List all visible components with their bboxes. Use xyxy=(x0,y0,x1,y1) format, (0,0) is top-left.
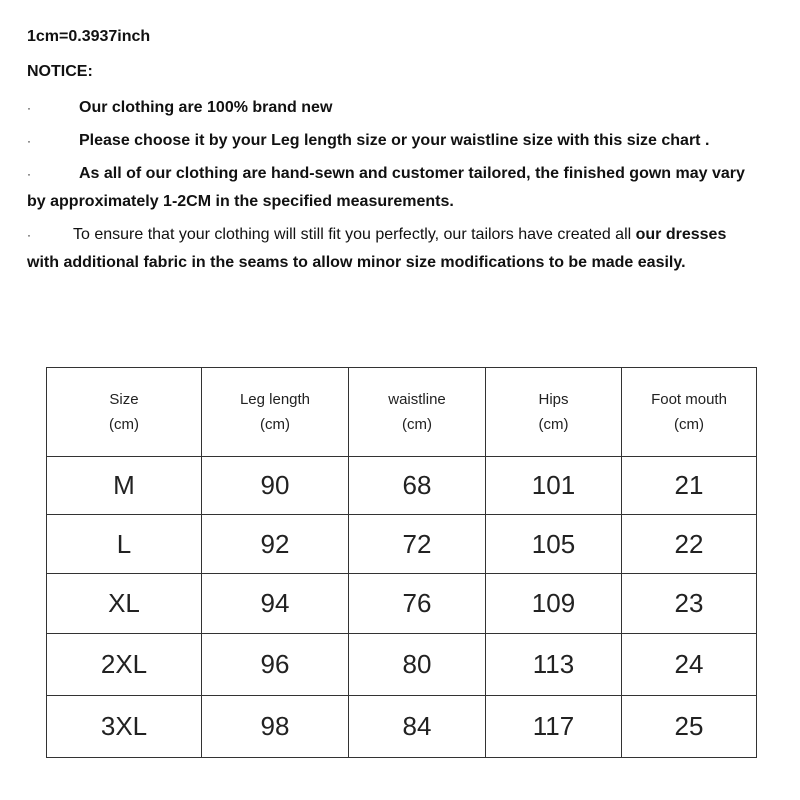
header-unit: (cm) xyxy=(402,416,432,433)
header-unit: (cm) xyxy=(674,416,704,433)
cell-hips: 113 xyxy=(486,634,622,696)
notice-text-rest: our dresses with additional fabric in the seams to allow minor size modifications to be made easily. xyxy=(27,226,727,271)
header-waistline xyxy=(349,368,486,457)
cell-hips: 109 xyxy=(486,574,622,634)
header-unit: (cm) xyxy=(538,416,569,433)
cell-hips: 117 xyxy=(486,696,622,758)
header-foot-mouth xyxy=(622,368,757,457)
table-row xyxy=(47,574,757,634)
cell-foot-mouth: 21 xyxy=(622,457,757,515)
bullet-icon: · xyxy=(27,101,31,115)
cell-size: XL xyxy=(47,574,202,634)
table-row xyxy=(47,515,757,574)
header-leg-length xyxy=(202,368,349,457)
header-unit: (cm) xyxy=(109,416,139,433)
cell-waistline: 76 xyxy=(349,574,486,634)
cell-leg-length: 92 xyxy=(202,515,349,574)
cell-foot-mouth: 23 xyxy=(622,574,757,634)
header-size xyxy=(47,368,202,457)
notice-text: As all of our clothing are hand-sewn and customer tailored, the finished gown may vary by approximately 1-2CM in the specified measurements. xyxy=(27,165,745,210)
header-label: waistline xyxy=(388,391,446,408)
notice-text-lead: To ensure that your clothing will still fit you perfectly, our tailors have created all xyxy=(73,226,632,243)
cell-hips: 105 xyxy=(486,515,622,574)
notice-list xyxy=(27,94,757,277)
cell-size: M xyxy=(47,457,202,515)
notice-item xyxy=(27,127,757,155)
cell-size: L xyxy=(47,515,202,574)
cell-waistline: 80 xyxy=(349,634,486,696)
cell-leg-length: 98 xyxy=(202,696,349,758)
unit-conversion: 1cm=0.3937inch xyxy=(27,28,151,45)
header-label: Size xyxy=(109,391,139,408)
notice-heading: NOTICE: xyxy=(27,63,93,80)
cell-size: 3XL xyxy=(47,696,202,758)
table-row xyxy=(47,634,757,696)
header-label: Hips xyxy=(538,391,569,408)
header-unit: (cm) xyxy=(260,416,290,433)
cell-waistline: 68 xyxy=(349,457,486,515)
cell-leg-length: 94 xyxy=(202,574,349,634)
size-chart-table xyxy=(46,367,757,758)
header-label: Foot mouth xyxy=(651,391,727,408)
notice-text: Our clothing are 100% brand new xyxy=(79,99,333,116)
notice-item xyxy=(27,221,757,277)
table-row xyxy=(47,696,757,758)
cell-foot-mouth: 24 xyxy=(622,634,757,696)
table-row xyxy=(47,457,757,515)
cell-leg-length: 90 xyxy=(202,457,349,515)
notice-text: Please choose it by your Leg length size or your waistline size with this size chart . xyxy=(79,132,710,149)
notice-item xyxy=(27,160,757,216)
header-hips xyxy=(486,368,622,457)
cell-size: 2XL xyxy=(47,634,202,696)
bullet-icon: · xyxy=(27,228,31,242)
bullet-icon: · xyxy=(27,134,31,148)
cell-foot-mouth: 22 xyxy=(622,515,757,574)
cell-leg-length: 96 xyxy=(202,634,349,696)
table-header-row xyxy=(47,368,757,457)
cell-waistline: 72 xyxy=(349,515,486,574)
notice-item xyxy=(27,94,757,122)
cell-waistline: 84 xyxy=(349,696,486,758)
cell-hips: 101 xyxy=(486,457,622,515)
header-label: Leg length xyxy=(239,391,311,408)
cell-foot-mouth: 25 xyxy=(622,696,757,758)
bullet-icon: · xyxy=(27,167,31,181)
